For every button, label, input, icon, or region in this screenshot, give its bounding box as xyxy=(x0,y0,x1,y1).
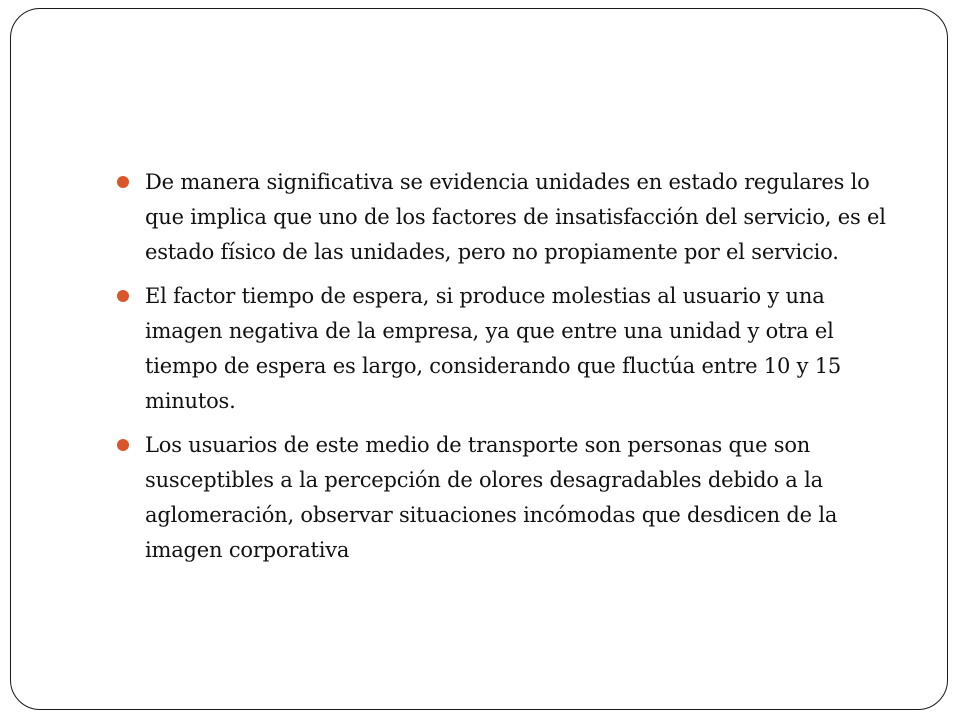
bullet-text: Los usuarios de este medio de transporte son personas que son susceptibles a la percepción de olores desagradables debido a la aglomeración, observar situaciones incómodas que desdicen de la imagen corporativa xyxy=(145,433,838,562)
slide-frame xyxy=(10,8,948,710)
bullet-dot-icon xyxy=(117,439,129,451)
bullet-item xyxy=(117,165,907,270)
bullet-item xyxy=(117,428,907,568)
bullet-dot-icon xyxy=(117,176,129,188)
bullet-text: El factor tiempo de espera, si produce molestias al usuario y una imagen negativa de la empresa, ya que entre una unidad y otra el tiempo de espera es largo, considerando que fluctúa entre 10 y 15 minutos. xyxy=(145,284,842,413)
bullet-item xyxy=(117,279,907,419)
bullet-list xyxy=(117,165,907,577)
bullet-text: De manera significativa se evidencia unidades en estado regulares lo que implica que uno de los factores de insatisfacción del servicio, es el estado físico de las unidades, pero no propiamente por el servicio. xyxy=(145,170,886,264)
bullet-dot-icon xyxy=(117,290,129,302)
